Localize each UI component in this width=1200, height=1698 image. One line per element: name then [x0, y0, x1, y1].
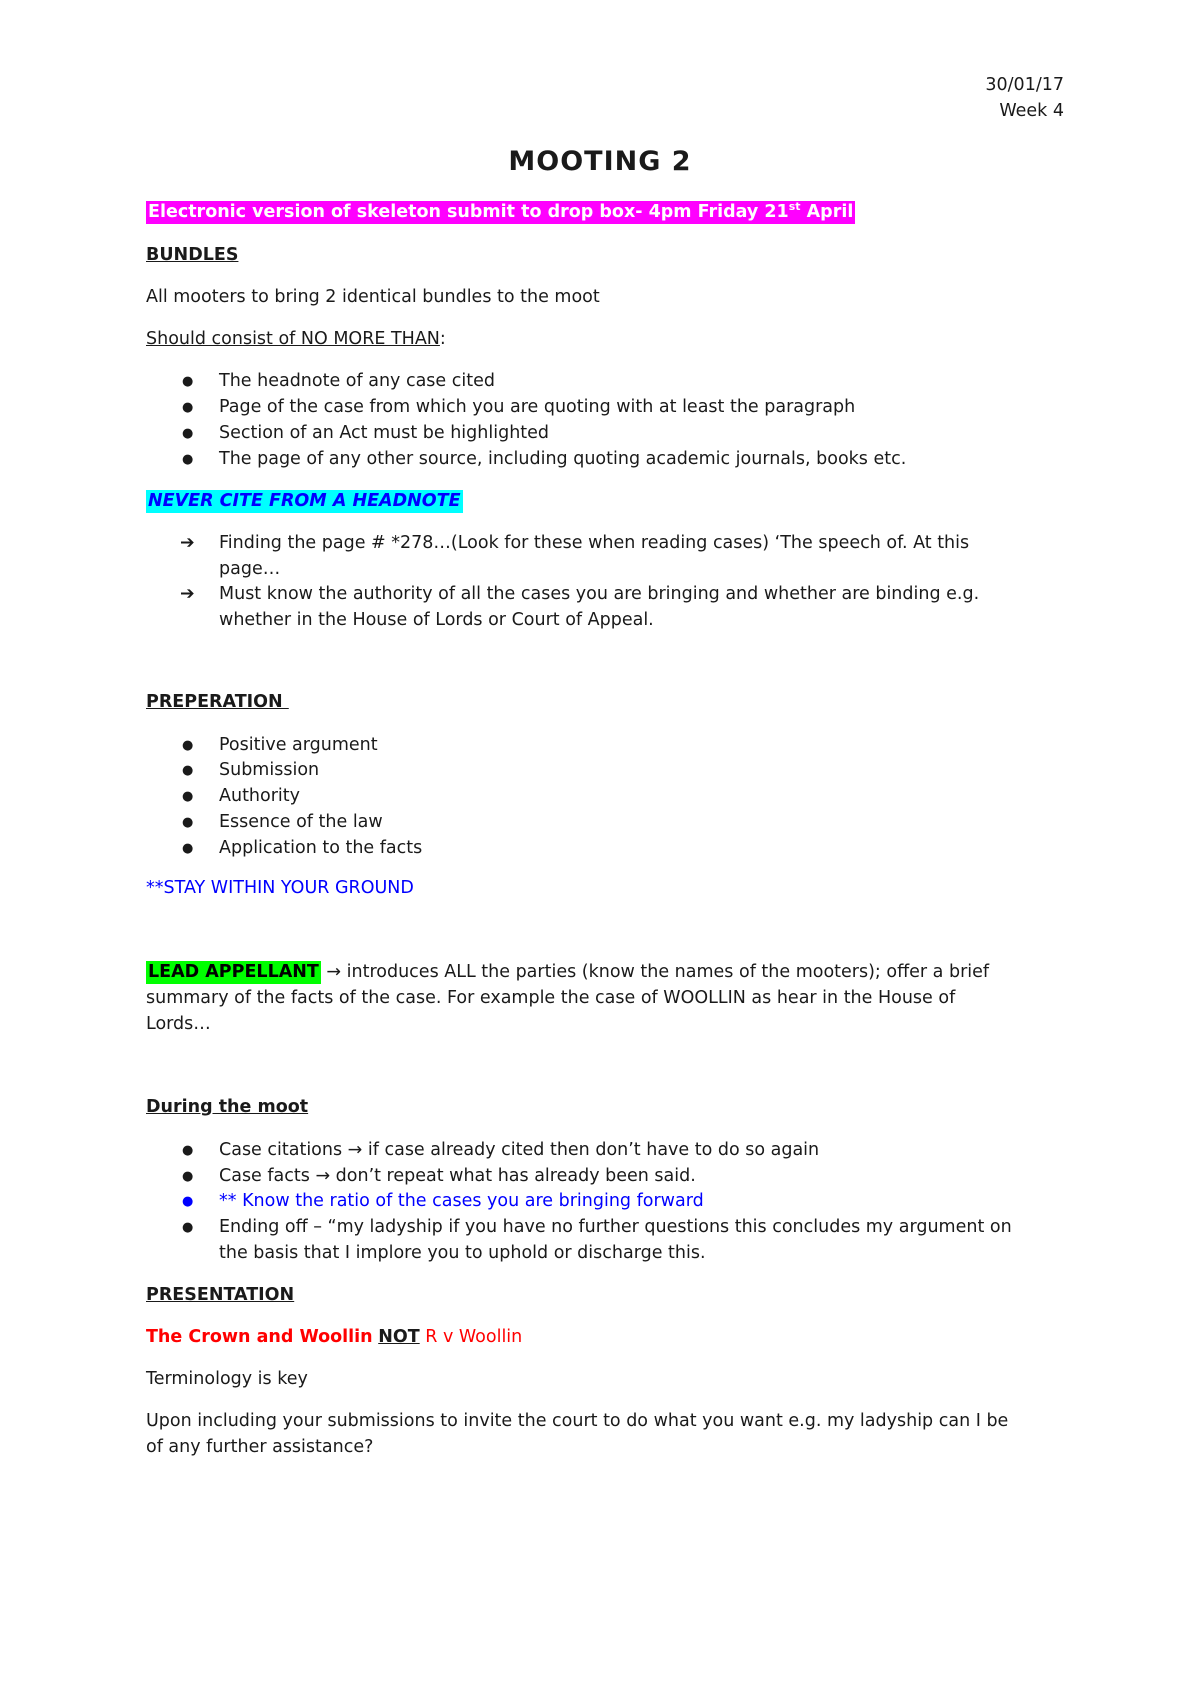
list-item-continuation: the basis that I implore you to uphold or discharge this.: [219, 1243, 706, 1263]
never-cite-highlight: NEVER CITE FROM A HEADNOTE: [148, 491, 461, 511]
bullet-icon: ●: [182, 1169, 194, 1184]
bullet-icon: ●: [182, 763, 194, 778]
submissions-line1: Upon including your submissions to invite the court to do what you want e.g. my ladyship can I be: [146, 1411, 1009, 1431]
deadline-text: Electronic version of skeleton submit to drop box- 4pm Friday 21: [148, 202, 789, 222]
bullet-icon: ●: [182, 374, 194, 389]
week-text: Week 4: [999, 101, 1064, 121]
crown-text: The Crown and Woollin: [146, 1327, 373, 1347]
list-item: Submission: [219, 760, 320, 780]
never-cite-notice: [146, 491, 463, 511]
during-heading: During the moot: [146, 1097, 309, 1117]
consist-colon: :: [439, 329, 446, 349]
bullet-icon: ●: [182, 400, 194, 415]
bullet-icon: ●: [182, 452, 194, 467]
crown-line: [146, 1327, 522, 1347]
arrow-right-icon: ➔: [180, 533, 195, 553]
list-item: Case facts → don’t repeat what has already been said.: [219, 1166, 696, 1186]
bundles-heading: BUNDLES: [146, 245, 239, 265]
bullet-icon: ●: [182, 738, 194, 753]
list-item: The page of any other source, including quoting academic journals, books etc.: [219, 449, 907, 469]
bundles-consist: [146, 329, 446, 349]
rv-text: R v Woollin: [419, 1327, 523, 1347]
arrow-item-line2: whether in the House of Lords or Court of Appeal.: [219, 610, 654, 630]
arrow-right-icon: ➔: [180, 584, 195, 604]
submissions-line2: of any further assistance?: [146, 1437, 374, 1457]
list-item: Case citations → if case already cited then don’t have to do so again: [219, 1140, 820, 1160]
presentation-heading: PRESENTATION: [146, 1285, 295, 1305]
bullet-icon: ●: [182, 1143, 194, 1158]
bullet-icon: ●: [182, 1220, 194, 1235]
list-item: Ending off – “my ladyship if you have no further questions this concludes my argument on: [219, 1217, 1012, 1237]
lead-appellant-text: → introduces ALL the parties (know the names of the mooters); offer a brief: [320, 962, 990, 982]
deadline-superscript: st: [788, 200, 801, 214]
terminology-text: Terminology is key: [146, 1369, 308, 1389]
date-text: 30/01/17: [985, 75, 1064, 95]
list-item: The headnote of any case cited: [219, 371, 495, 391]
bullet-icon: ●: [182, 426, 194, 441]
bundles-intro: All mooters to bring 2 identical bundles to the moot: [146, 287, 600, 307]
page-title: MOOTING 2: [508, 146, 692, 177]
list-item: Positive argument: [219, 735, 378, 755]
list-item: Page of the case from which you are quoting with at least the paragraph: [219, 397, 856, 417]
lead-appellant-label: LEAD APPELLANT: [148, 962, 319, 982]
list-item: Section of an Act must be highlighted: [219, 423, 550, 443]
bullet-icon: ●: [182, 789, 194, 804]
lead-appellant-line2: summary of the facts of the case. For example the case of WOOLLIN as hear in the House of: [146, 988, 956, 1008]
lead-appellant-line1: [146, 962, 989, 982]
list-item: Authority: [219, 786, 300, 806]
deadline-notice: [146, 202, 855, 222]
arrow-item-line1: Finding the page # *278…(Look for these when reading cases) ‘The speech of. At this: [219, 533, 970, 553]
bullet-icon: ●: [182, 1194, 194, 1209]
list-item: Essence of the law: [219, 812, 383, 832]
date-block: [900, 72, 1064, 124]
not-text: NOT: [378, 1327, 420, 1347]
bullet-icon: ●: [182, 815, 194, 830]
deadline-text-end: April: [800, 202, 854, 222]
arrow-item-line2: page…: [219, 559, 281, 579]
deadline-highlight: [146, 201, 855, 224]
arrow-item-line1: Must know the authority of all the cases you are bringing and whether are binding e.g.: [219, 584, 980, 604]
preparation-heading: PREPERATION: [146, 692, 289, 712]
consist-label: Should consist of NO MORE THAN: [146, 329, 440, 349]
stay-within-note: **STAY WITHIN YOUR GROUND: [146, 878, 414, 898]
list-item: Application to the facts: [219, 838, 423, 858]
list-item: ** Know the ratio of the cases you are bringing forward: [219, 1191, 704, 1211]
bullet-icon: ●: [182, 841, 194, 856]
lead-appellant-line3: Lords…: [146, 1014, 211, 1034]
